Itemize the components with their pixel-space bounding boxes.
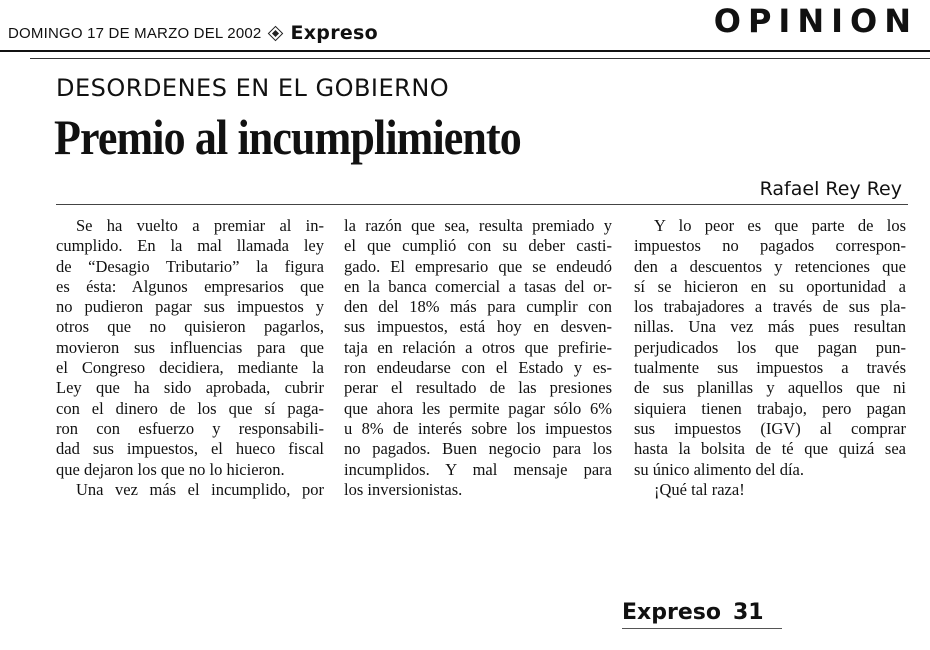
text-line: otros que no quisieron pagarlos,: [56, 317, 324, 337]
text-line: den del 18% más para cumplir con: [344, 297, 612, 317]
text-line: la razón que sea, resulta premiado y: [344, 216, 612, 235]
text-line: nillas. Una vez más pues resultan: [634, 317, 906, 337]
text-line: es ésta: Algunos empresarios que: [56, 276, 324, 296]
text-line: Ley que ha sido aprobada, cubrir: [56, 378, 324, 398]
text-line: el que cumplió con su deber casti-: [344, 236, 612, 256]
text-line: los trabajadores a través de sus pla-: [634, 297, 906, 317]
diamond-icon: [268, 25, 284, 41]
text-line: que dejaron los que no lo hicieron.: [56, 459, 285, 479]
text-line: impuestos no pagados correspon-: [634, 236, 906, 256]
article-column-2: [344, 216, 612, 500]
text-line: que ahora les permite pagar sólo 6%: [344, 398, 612, 418]
text-line: los inversionistas.: [344, 479, 463, 499]
date-text: DOMINGO 17 DE MARZO DEL 2002: [8, 24, 262, 42]
text-line: ron con esfuerzo y responsabili-: [56, 418, 324, 438]
header-rule: [0, 50, 930, 52]
text-line: en la banca comercial a tasas del or-: [344, 276, 612, 296]
text-line: el Congreso decidiera, mediante la: [56, 358, 324, 378]
kicker: DESORDENES EN EL GOBIERNO: [56, 74, 450, 102]
text-line: sus impuestos (IGV) al comprar: [634, 418, 906, 438]
text-line: con el dinero de los que sí paga-: [56, 398, 324, 418]
text-line: Una vez más el incumplido, por: [76, 479, 324, 499]
text-line: su único alimento del día.: [634, 459, 805, 479]
footer-brand: Expreso: [622, 600, 721, 625]
text-line: ¡Qué tal raza!: [654, 479, 745, 499]
header-rule-secondary: [30, 58, 930, 59]
page-footer: [622, 600, 764, 625]
text-line: taja en relación a otros que prefirie-: [344, 337, 612, 357]
text-line: no pagados. Buen negocio para los: [344, 439, 612, 459]
text-line: incumplidos. Y mal mensaje para: [344, 459, 612, 479]
text-line: siquiera tienen trabajo, pero pagan: [634, 398, 906, 418]
text-line: perar el resultado de las presiones: [344, 378, 612, 398]
text-line: Se ha vuelto a premiar al in-: [76, 216, 324, 235]
text-line: cumplido. En la mal llamada ley: [56, 236, 324, 256]
byline-rule: [56, 204, 908, 205]
dateline: [8, 22, 378, 44]
text-line: ron endeudarse con el Estado y es-: [344, 358, 612, 378]
article-column-1: [56, 216, 324, 500]
brand-name: Expreso: [290, 22, 379, 44]
text-line: u 8% de interés sobre los impuestos: [344, 418, 612, 438]
footer-rule: [622, 628, 782, 629]
text-line: den a descuentos y retenciones que: [634, 256, 906, 276]
text-line: no pudieron pagar sus impuestos y: [56, 297, 324, 317]
byline: Rafael Rey Rey: [759, 178, 902, 200]
article-column-3: [634, 216, 906, 500]
text-line: Y lo peor es que parte de los: [654, 216, 906, 235]
section-title: OPINION: [713, 2, 918, 40]
headline: Premio al incumplimiento: [54, 109, 521, 165]
page-number: 31: [732, 600, 764, 625]
text-line: gado. El empresario que se endeudó: [344, 256, 612, 276]
text-line: de “Desagio Tributario” la figura: [56, 256, 324, 276]
text-line: sus impuestos, está hoy en desven-: [344, 317, 612, 337]
text-line: movieron sus influencias para que: [56, 337, 324, 357]
text-line: sí se hicieron en su oportunidad a: [634, 276, 906, 296]
text-line: perjudicados los que pagan pun-: [634, 337, 906, 357]
text-line: hasta la bolsita de té que quizá sea: [634, 439, 906, 459]
text-line: tualmente sus impuestos a través: [634, 358, 906, 378]
text-line: de sus planillas y aquellos que ni: [634, 378, 906, 398]
text-line: dad sus impuestos, el hueco fiscal: [56, 439, 324, 459]
